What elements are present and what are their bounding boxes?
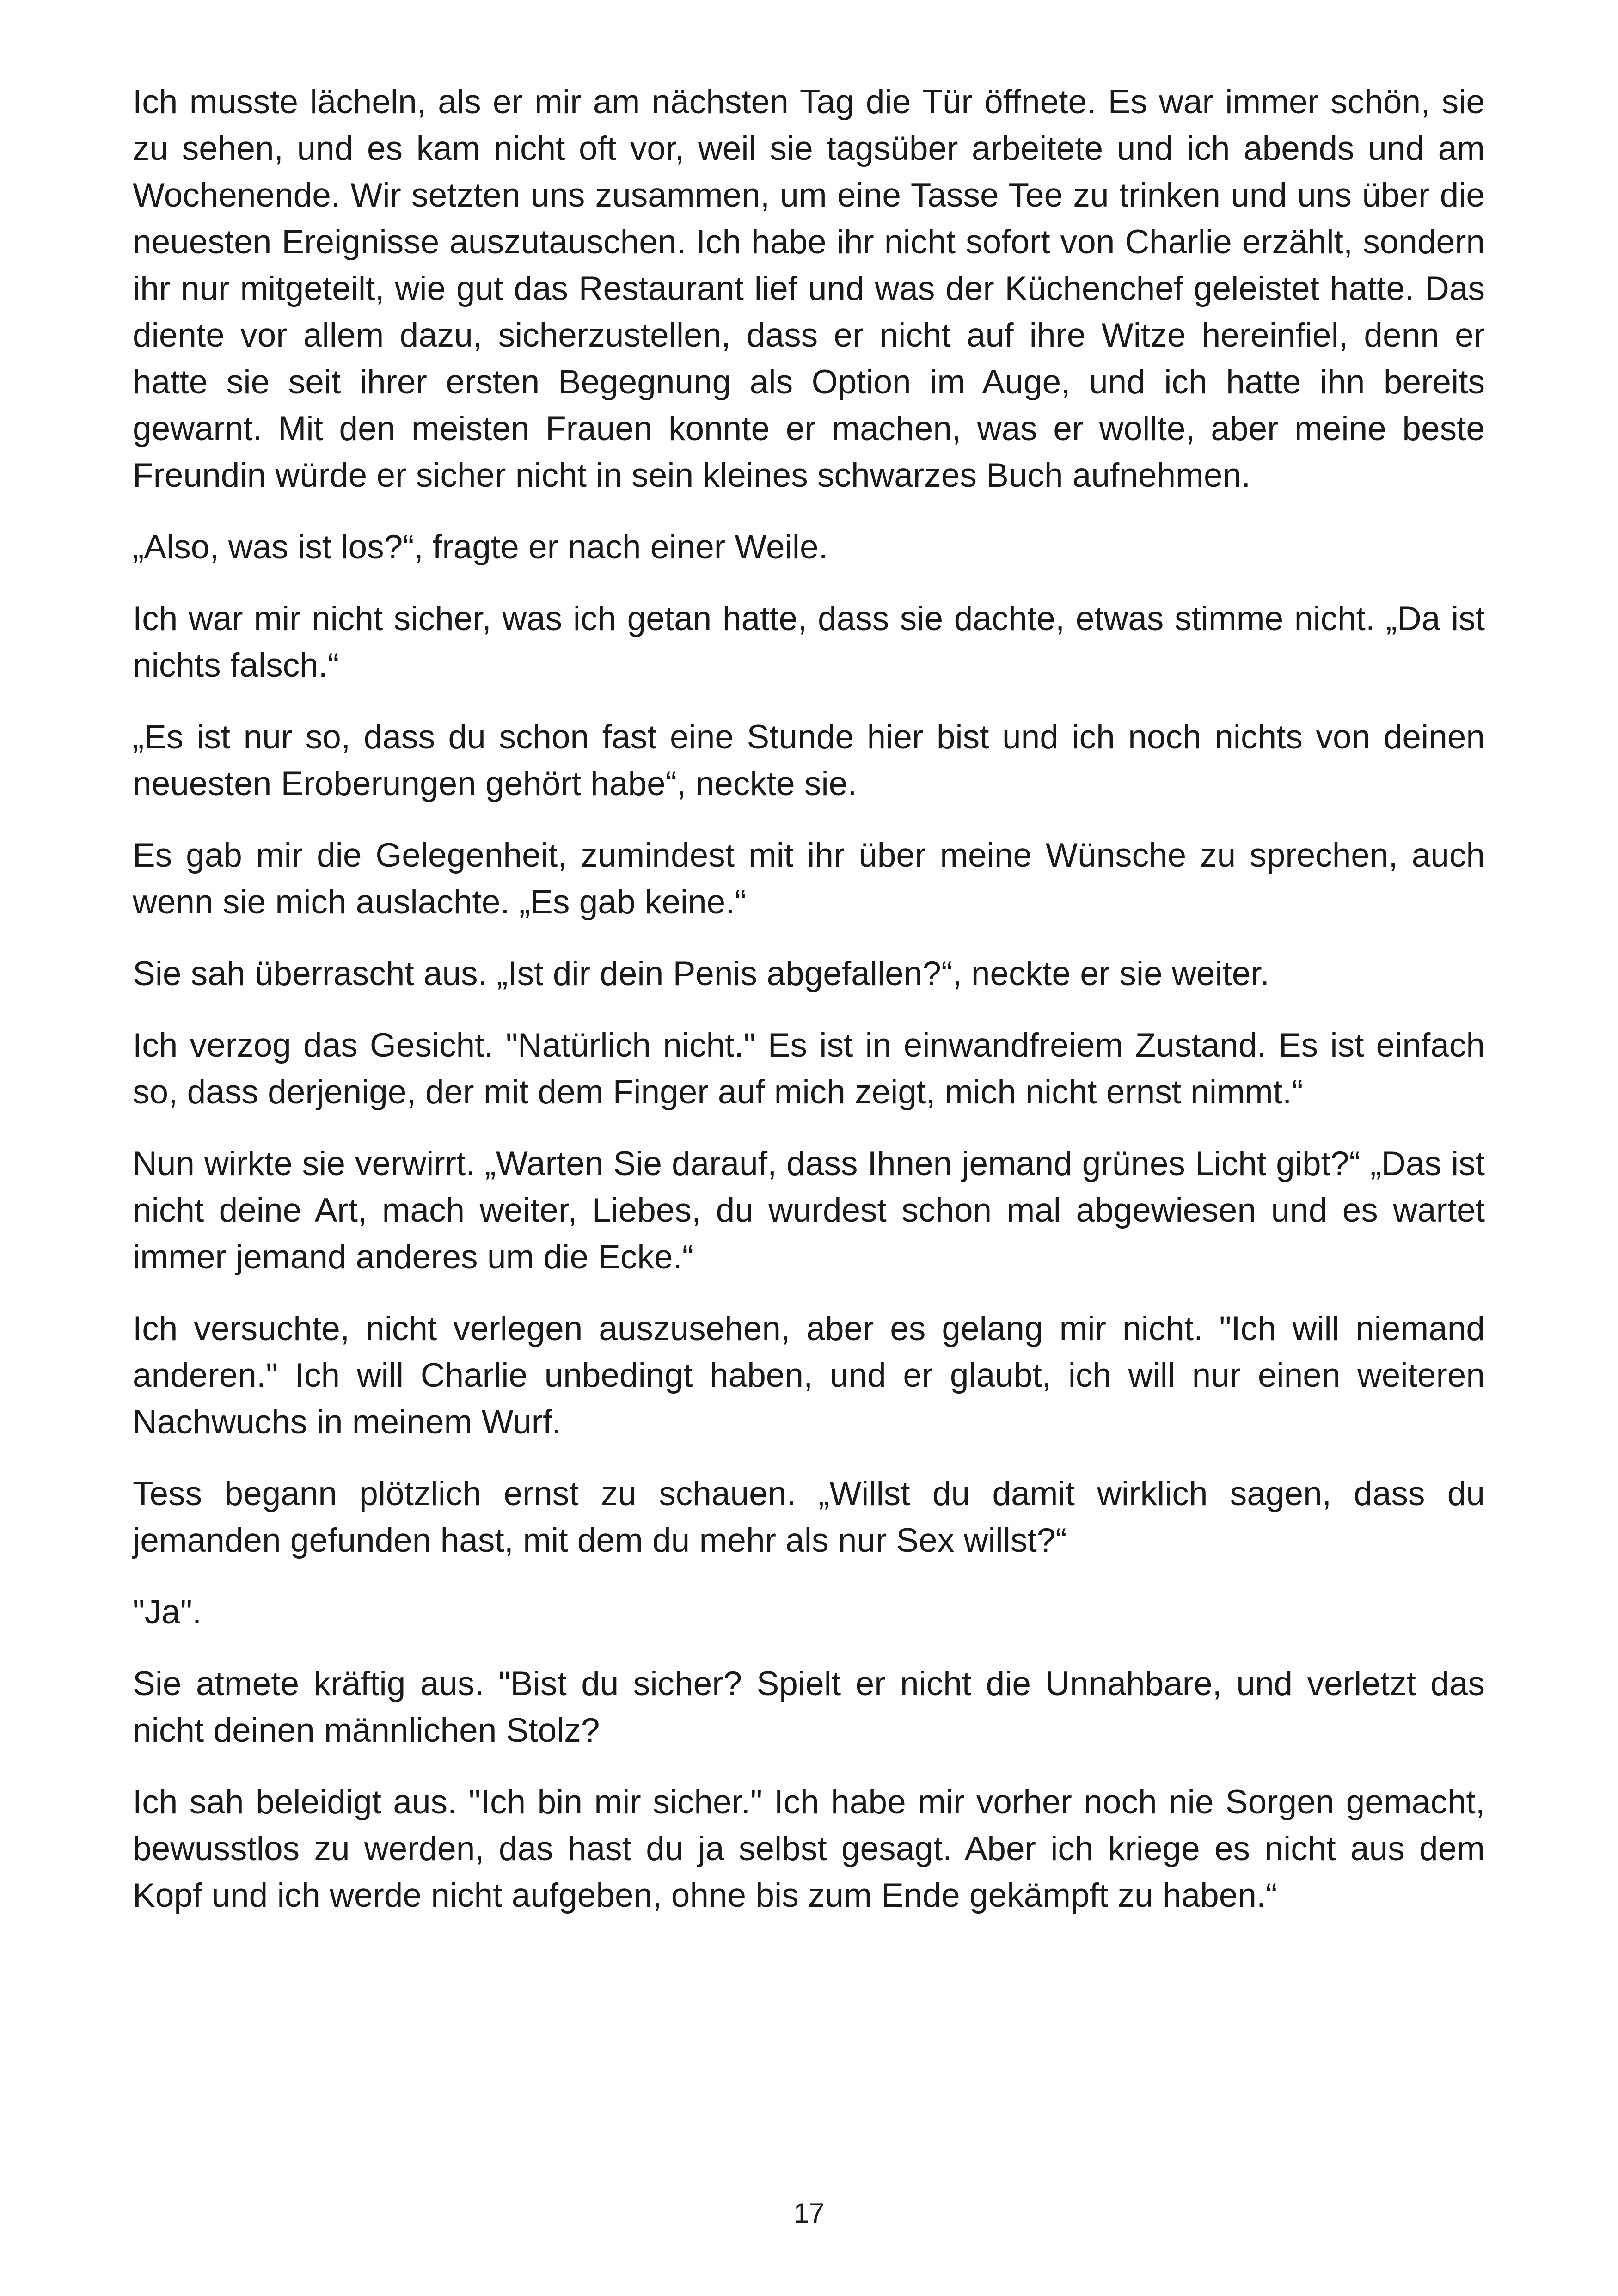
paragraph-11: "Ja".: [133, 1593, 202, 1631]
paragraph-10: Tess begann plötzlich ernst zu schauen. „Willst du damit wirklich sagen, dass du jemanden gefunden hast, mit dem du mehr als nur Sex willst?“: [133, 1475, 1485, 1559]
paragraph-4: „Es ist nur so, dass du schon fast eine Stunde hier bist und ich noch nichts von deinen neuesten Eroberungen gehört habe“, neckte sie.: [133, 718, 1485, 802]
paragraph-1: Ich musste lächeln, als er mir am nächsten Tag die Tür öffnete. Es war immer schön, sie zu sehen, und es kam nicht oft vor, weil sie tagsüber arbeitete und ich abends und am Wochenende. Wir setzten uns zusammen, um eine Tasse Tee zu trinken und uns über die neuesten Ereignisse auszutauschen. Ich habe ihr nicht sofort von Charlie erzählt, sondern ihr nur mitgeteilt, wie gut das Restaurant lief und was der Küchenchef geleistet hatte. Das diente vor allem dazu, sicherzustellen, dass er nicht auf ihre Witze hereinfiel, denn er hatte sie seit ihrer ersten Begegnung als Option im Auge, und ich hatte ihn bereits gewarnt. Mit den meisten Frauen konnte er machen, was er wollte, aber meine beste Freundin würde er sicher nicht in sein kleines schwarzes Buch aufnehmen.: [133, 83, 1485, 494]
paragraph-6: Sie sah überrascht aus. „Ist dir dein Penis abgefallen?“, neckte er sie weiter.: [133, 955, 1269, 992]
paragraph-3: Ich war mir nicht sicher, was ich getan hatte, dass sie dachte, etwas stimme nicht. „Da ist nichts falsch.“: [133, 600, 1485, 684]
paragraph-2: „Also, was ist los?“, fragte er nach einer Weile.: [133, 528, 828, 566]
page-number: 17: [793, 2198, 825, 2229]
paragraph-9: Ich versuchte, nicht verlegen auszusehen, aber es gelang mir nicht. "Ich will niemand anderen." Ich will Charlie unbedingt haben, und er glaubt, ich will nur einen weiteren Nachwuchs in meinem Wurf.: [133, 1310, 1485, 1441]
paragraph-5: Es gab mir die Gelegenheit, zumindest mit ihr über meine Wünsche zu sprechen, auch wenn sie mich auslachte. „Es gab keine.“: [133, 837, 1485, 921]
paragraph-12: Sie atmete kräftig aus. "Bist du sicher? Spielt er nicht die Unnahbare, und verletzt das nicht deinen männlichen Stolz?: [133, 1665, 1485, 1749]
paragraph-7: Ich verzog das Gesicht. "Natürlich nicht." Es ist in einwandfreiem Zustand. Es ist einfach so, dass derjenige, der mit dem Finger auf mich zeigt, mich nicht ernst nimmt.“: [133, 1027, 1485, 1111]
paragraph-13: Ich sah beleidigt aus. "Ich bin mir sicher." Ich habe mir vorher noch nie Sorgen gemacht, bewusstlos zu werden, das hast du ja selbst gesagt. Aber ich kriege es nicht aus dem Kopf und ich werde nicht aufgeben, ohne bis zum Ende gekämpft zu haben.“: [133, 1783, 1485, 1914]
body-text: [133, 79, 1485, 1944]
paragraph-8: Nun wirkte sie verwirrt. „Warten Sie darauf, dass Ihnen jemand grünes Licht gibt?“ „Das ist nicht deine Art, mach weiter, Liebes, du wurdest schon mal abgewiesen und es wartet immer jemand anderes um die Ecke.“: [133, 1145, 1485, 1276]
